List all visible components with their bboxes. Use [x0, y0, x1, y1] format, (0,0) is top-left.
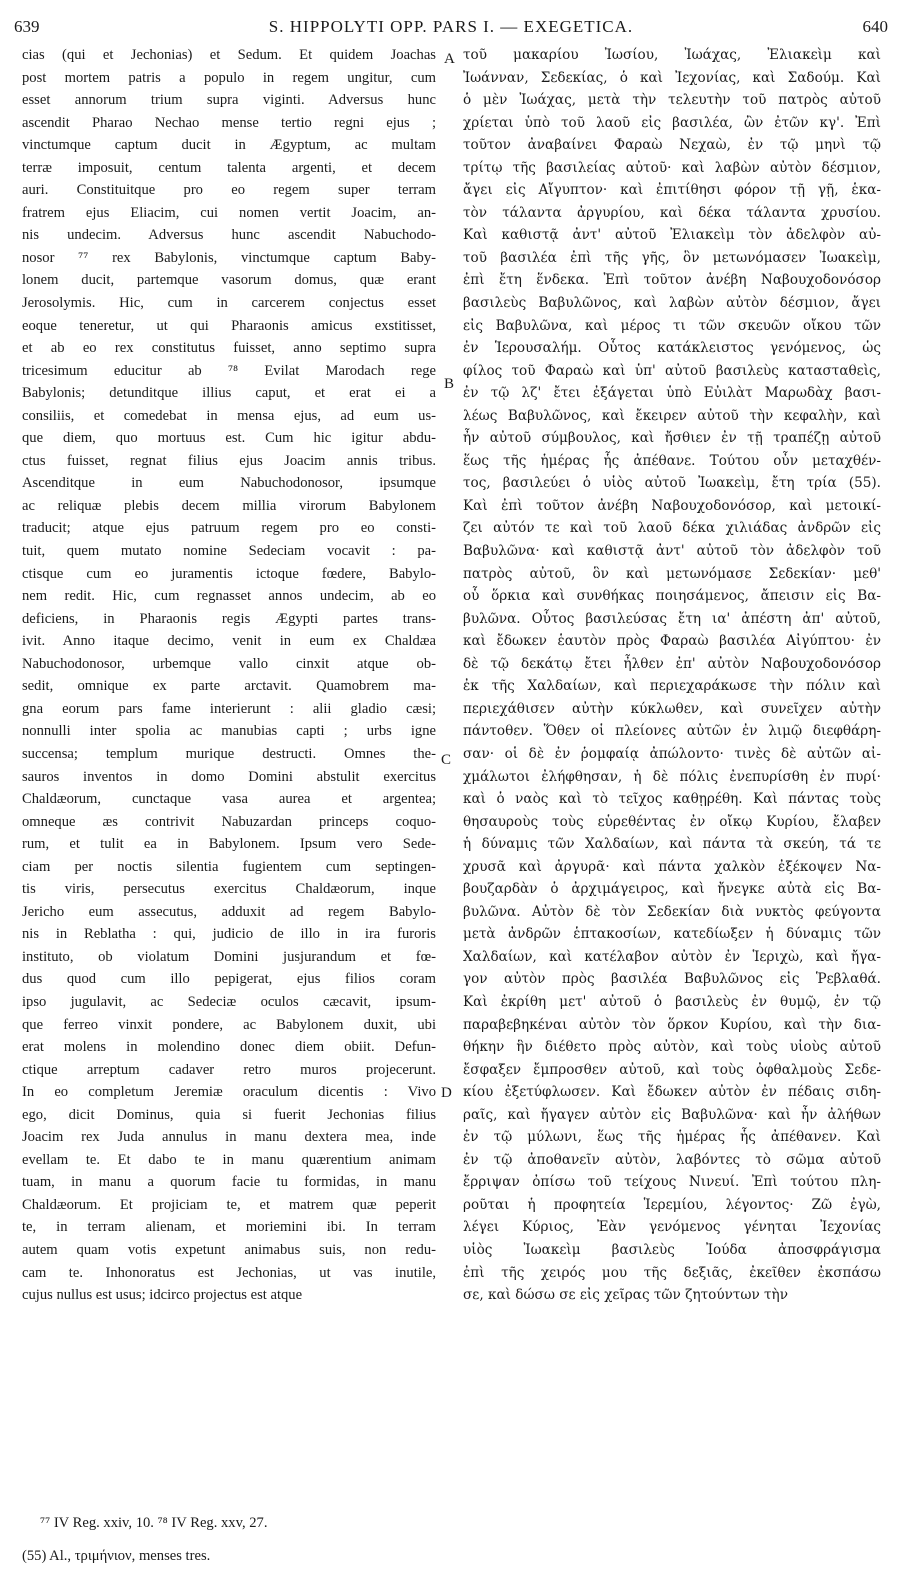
section-marker-b: B [444, 376, 455, 392]
greek-text-line: ἐκ τῆς Χαλδαίων, καὶ περιεχαράκωσε τὴν πόλιν καὶ [463, 678, 881, 695]
latin-text-line: te, in terram alienam, et moriemini ibi. In terram [22, 1219, 436, 1236]
latin-text-line: omneque æs contrivit Nabuzardan princeps coquo- [22, 813, 436, 830]
latin-text-line: Nabuchodonosor, urbemque vallo cinxit atque ob- [22, 655, 436, 672]
greek-text-line: Καὶ ἐκρίθη μετ' αὐτοῦ ὁ βασιλεὺς ἐν θυμῷ, ἐν τῷ [463, 993, 881, 1010]
greek-text-line: βυλῶνα. Οὗτος βασιλεύσας ἔτη ια' ἀπέστη ἀπ' αὐτοῦ, [463, 610, 881, 627]
scripture-footnotes: ⁷⁷ IV Reg. xxiv, 10. ⁷⁸ IV Reg. xxv, 27. [40, 1515, 268, 1531]
latin-text-line: erat molens in molendino donec diem obiit. Defun- [22, 1039, 436, 1056]
latin-text-line: esset annorum trium supra viginti. Adversus hunc [22, 92, 436, 109]
greek-text-line: πατρὸς αὐτοῦ, ὃν καὶ μετωνόμασε Σεδεκίαν· μεθ' [463, 565, 881, 582]
greek-text-line: ἡ δύναμις τῶν Χαλδαίων, καὶ πάντα τὰ σκεύη, τά τε [463, 836, 881, 853]
section-marker-d: D [441, 1085, 452, 1101]
latin-text-line: ascendit Pharao Nechao mense tertio regni ejus ; [22, 114, 436, 131]
greek-text-line: θησαυροὺς τοὺς εὑρεθέντας ἐν οἴκῳ Κυρίου, ἔλαβεν [463, 813, 881, 830]
greek-text-line: ἐπὶ ἔτη ἕνδεκα. Ἐπὶ τοῦτον ἀνέβη Ναβουχοδονόσορ [463, 272, 881, 289]
latin-text-line: tis viris, persecutus exercitus Chaldæorum, inque [22, 881, 436, 898]
latin-text-line: ctus fuisset, regnat filius ejus Joacim annis tribus. [22, 452, 436, 469]
latin-text-line: nem redit. Hic, cum regnasset annos undecim, ab eo [22, 588, 436, 605]
greek-text-line: σε, καὶ δώσω σε εἰς χεῖρας τῶν ζητούντων τὴν [463, 1287, 788, 1304]
greek-text-line: γον αὐτὸν πρὸς βασιλέα Βαβυλῶνος εἰς Ῥεβλαθά. [463, 971, 881, 988]
latin-text-line: que diem, quo mortuus est. Cum hic igitur abdu- [22, 430, 436, 447]
greek-text-line: χρίεται ὑπὸ τοῦ λαοῦ εἰς βασιλέα, ὢν ἐτῶν κγ'. Ἐπὶ [463, 114, 881, 131]
latin-text-line: vinctumque captum ducit in Ægyptum, ac multam [22, 137, 436, 154]
greek-text-line: καὶ ὁ ναὸς καὶ τὸ τεῖχος καθῃρέθη. Καὶ πάντας τοὺς [463, 791, 881, 808]
latin-text-line: et ab eo rex constitutus fuisset, anno septimo supra [22, 340, 436, 357]
greek-text-line: ἐν τῷ ἀποθανεῖν αὐτὸν, λαβόντες τὸ σῶμα αὐτοῦ [463, 1151, 881, 1168]
greek-text-line: θήκην ἣν διέθετο πρὸς αὐτὸν, καὶ τοὺς υἱοὺς αὐτοῦ [463, 1039, 881, 1056]
latin-text-line: sedit, omnique ex parte arctavit. Quamobrem ma- [22, 678, 436, 695]
greek-column [463, 44, 881, 1307]
greek-text-line: λέως Βαβυλῶνος, καὶ ἔκειρεν αὐτοῦ τὴν κεφαλὴν, καὶ [463, 407, 881, 424]
latin-text-line: cias (qui et Jechonias) et Sedum. Et quidem Joachas [22, 47, 436, 63]
greek-text-line: λέγει Κύριος, Ἐὰν γενόμενος γένηται Ἰεχονίας [463, 1219, 881, 1236]
latin-text-line: gna eorum pars fame interierunt : alii gladio cæsi; [22, 700, 436, 717]
greek-text-line: ἐπὶ τῆς χειρός μου τῆς δεξιᾶς, ἐκεῖθεν ἐκσπάσω [463, 1264, 881, 1281]
greek-text-line: ὁ μὲν Ἰωάχας, μετὰ τὴν τελευτὴν τοῦ πατρὸς αὐτοῦ [463, 92, 881, 109]
greek-text-line: βασιλεὺς Βαβυλῶνος, καὶ λαβὼν αὐτὸν δέσμιον, ἄγει [463, 295, 881, 312]
latin-text-line: tuit, quem mutato nomine Sedeciam vocavit : pa- [22, 543, 436, 560]
latin-text-line: dus quod cum illo pepigerat, ejus filios coram [22, 971, 436, 988]
page-number-left: 639 [14, 17, 40, 36]
greek-text-line: τος, βασιλεύει ὁ υἱὸς αὐτοῦ Ἰωακεὶμ, ἔτη τρία (55). [463, 475, 881, 492]
latin-text-line: terræ imposuit, centum talenta argenti, et decem [22, 159, 436, 176]
latin-text-line: ctique arreptum cadaver retro muros projecerunt. [22, 1061, 436, 1078]
latin-text-line: ctisque cum eo juramentis ictoque fœdere, Babylo- [22, 565, 436, 582]
greek-text-line: ἦν αὐτοῦ σύμβουλος, καὶ ἤσθιεν ἐν τῇ τραπέζῃ αὐτοῦ [463, 430, 881, 447]
greek-text-line: Καὶ ἐπὶ τοῦτον ἀνέβη Ναβουχοδονόσορ, καὶ μετοικί- [463, 497, 881, 514]
latin-text-line: cam te. Inhonoratus est Jechonias, ut vas inutile, [22, 1264, 436, 1281]
latin-text-line: nis in Reblatha : qui, judicio de illo in ira furoris [22, 926, 436, 943]
greek-text-line: Χαλδαίων, καὶ κατέλαβον αὐτὸν ἐν Ἱεριχὼ, καὶ ἤγα- [463, 948, 881, 965]
latin-text-line: tuam, in manu a quorum facie tu formidas, in manu [22, 1174, 436, 1191]
greek-text-line: Καὶ καθιστᾷ ἀντ' αὐτοῦ Ἐλιακεὶμ τὸν ἀδελφὸν αὐ- [463, 227, 881, 244]
page-number-right: 640 [862, 17, 888, 36]
latin-text-line: ego, dicit Dominus, quia si fuerit Jechonias filius [22, 1106, 436, 1123]
latin-text-line: Babylonis; detunditque illius caput, et erat ei a [22, 385, 436, 402]
latin-text-line: Joacim rex Juda annulus in manu dextera mea, inde [22, 1129, 436, 1146]
latin-text-line: nonnulli inter spolia ac manubias capti ; urbs igne [22, 723, 436, 740]
latin-text-line: autem quam votis expetunt animabus suis, non redu- [22, 1241, 436, 1258]
greek-text-line: Βαβυλῶνα· καὶ καθιστᾷ ἀντ' αὐτοῦ τὸν ἀδελφὸν τοῦ [463, 543, 881, 560]
latin-text-line: Jericho eum assecutus, adduxit ad regem Babylo- [22, 903, 436, 920]
running-header [14, 14, 888, 40]
greek-text-line: πάντοθεν. Ὅθεν οἱ πλείονες αὐτῶν ἐν λιμῷ διεφθάρη- [463, 723, 881, 740]
latin-text-line: Chaldæorum. Et projiciam te, et matrem quæ peperit [22, 1196, 436, 1213]
greek-text-line: περιεχάθισεν αὐτὴν κύκλωθεν, καὶ συνεῖχεν αὐτὴν [463, 700, 881, 717]
greek-text-line: τοῦτον ἀναβαίνει Φαραὼ Νεχαὼ, ἐν τῷ μηνὶ τῷ [463, 137, 881, 154]
greek-text-line: οὗ ὅρκια καὶ συνθήκας ποιησάμενος, ἄπεισιν εἰς Βα- [463, 588, 881, 605]
latin-text-line: sauros inventos in domo Domini abstulit exercitus [22, 768, 436, 785]
greek-text-line: χμάλωτοι ἐλήφθησαν, ἡ δὲ πόλις ἐνεπυρίσθη ἐν πυρί· [463, 768, 881, 785]
latin-text-line: nosor ⁷⁷ rex Babylonis, vinctumque captum Baby- [22, 249, 436, 266]
greek-text-line: ἕως τῆς ἡμέρας ἧς ἀπέθανε. Τούτου οὖν μεταχθέν- [463, 452, 881, 469]
section-marker-a: A [444, 51, 455, 67]
latin-text-line: Ascenditque in eum Nabuchodonosor, ipsumque [22, 475, 436, 492]
greek-text-line: ζει αὐτόν τε καὶ τοῦ λαοῦ δέκα χιλιάδας ἀνδρῶν εἰς [463, 520, 881, 537]
latin-text-line: lonem ducit, partemque vasorum domus, quæ erant [22, 272, 436, 289]
latin-text-line: evellam te. Et dabo te in manu quærentium animam [22, 1151, 436, 1168]
latin-text-line: ciam per noctis silentia fugientem cum septingen- [22, 858, 436, 875]
latin-text-line: ivit. Anno itaque decimo, venit in eum ex Chaldæa [22, 633, 436, 650]
latin-text-line: ipso jugulavit, ac Sedeciæ oculos cæcavit, ipsum- [22, 993, 436, 1010]
section-marker-c: C [441, 752, 452, 768]
latin-text-line: consiliis, et comedebat in mensa ejus, ad eum us- [22, 407, 436, 424]
latin-text-line: cujus nullus est usus; idcirco projectus est atque [22, 1287, 303, 1304]
latin-text-line: post mortem patris a populo in regem ungitur, cum [22, 69, 436, 86]
greek-text-line: ροῦται ἡ προφητεία Ἱερεμίου, λέγοντος· Ζῶ ἐγὼ, [463, 1196, 881, 1213]
latin-text-line: ac reliquæ plebis decem millia virorum Babylonem [22, 497, 436, 514]
latin-text-line: Jerosolymis. Hic, cum in carcerem conjectus esset [22, 295, 436, 312]
greek-text-line: τοῦ βασιλέα ἐπὶ τῆς γῆς, ὃν μετωνόμασεν Ἰωακεὶμ, [463, 249, 881, 266]
running-title: S. HIPPOLYTI OPP. PARS I. — EXEGETICA. [268, 17, 634, 36]
greek-text-line: παραβεβηκέναι αὐτὸν τὸν ὅρκον Κυρίου, καὶ τὴν δια- [463, 1016, 881, 1033]
latin-text-line: deficiens, in Pharaonis regis Ægypti partes trans- [22, 610, 436, 627]
latin-text-line: succensa; templum murique destructi. Omnes the- [22, 745, 436, 762]
latin-text-line: eoque teneretur, ut qui Pharaonis amicus exstitisset, [22, 317, 436, 334]
greek-text-line: χρυσᾶ καὶ ἀργυρᾶ· καὶ πάντα χαλκὸν ἐξέκοψεν Να- [463, 858, 881, 875]
latin-text-line: instituto, ob violatum Domini jusjurandum et fœ- [22, 948, 436, 965]
greek-text-line: ἔρριψαν ὀπίσω τοῦ τείχους Νινευί. Ἐπὶ τούτου πλη- [463, 1174, 881, 1191]
greek-text-line: καὶ ἔδωκεν ἑαυτὸν πρὸς Φαραὼ βασιλέα Αἰγύπτου· ἐν [463, 633, 881, 650]
latin-text-line: auri. Constituitque pro eo regem super terram [22, 182, 436, 199]
greek-text-line: ἔσφαξεν ἔμπροσθεν αὐτοῦ, καὶ τοὺς ὀφθαλμοὺς Σεδε- [463, 1061, 881, 1078]
latin-column [22, 44, 436, 1307]
latin-text-line: traducit; atque ejus patruum regem pro eo consti- [22, 520, 436, 537]
greek-text-line: Ἰωάνναν, Σεδεκίας, ὁ καὶ Ἰεχονίας, καὶ Σαδούμ. Καὶ [463, 69, 881, 86]
greek-text-line: υἱὸς Ἰωακεὶμ βασιλεὺς Ἰούδα ἀποσφράγισμα [463, 1241, 881, 1258]
greek-text-line: εἰς Βαβυλῶνα, καὶ μέρος τι τῶν σκευῶν οἴκου τῶν [463, 317, 881, 334]
greek-text-line: ραῖς, καὶ ἤγαγεν αὐτὸν εἰς Βαβυλῶνα· καὶ ἦν ἀλήθων [463, 1106, 881, 1123]
greek-text-line: ἄγει εἰς Αἴγυπτον· καὶ ἐπιτίθησι φόρον τῇ γῇ, ἑκα- [463, 182, 881, 199]
greek-text-line: μετὰ ἀνδρῶν ἑπτακοσίων, κατεδίωξεν ἡ δύναμις τῶν [463, 926, 881, 943]
greek-text-line: ἐν Ἱερουσαλήμ. Οὗτος κατάκλειστος γενόμενος, ὡς [463, 340, 881, 357]
greek-text-line: κίου ἐξετύφλωσεν. Καὶ ἔδωκεν αὐτὸν ἐν πέδαις σιδη- [463, 1084, 881, 1101]
latin-text-line: rum, et tulit ea in Babylonem. Ipsum vero Sede- [22, 836, 436, 853]
greek-text-line: σαν· οἱ δὲ ἐν ῥομφαίᾳ ἀπώλοντο· τινὲς δὲ αὐτῶν αἰ- [463, 745, 881, 762]
greek-text-line: τρίτῳ τῆς βασιλείας αὐτοῦ· καὶ λαβὼν αὐτὸν δέσμιον, [463, 159, 881, 176]
latin-text-line: Chaldæorum, cunctaque vasa aurea et argentea; [22, 791, 436, 808]
latin-text-line: In eo completum Jeremiæ oraculum dicentis : Vivo [22, 1084, 436, 1101]
latin-text-line: que ferreo vinxit pondere, ac Babylonem duxit, ubi [22, 1016, 436, 1033]
greek-text-line: ἐν τῷ μύλωνι, ἕως τῆς ἡμέρας ἧς ἀπέθανεν. Καὶ [463, 1129, 881, 1146]
latin-text-line: nis undecim. Adversus hunc ascendit Nabuchodo- [22, 227, 436, 244]
greek-text-line: δὲ τῷ δεκάτῳ ἔτει ἦλθεν ἐπ' αὐτὸν Ναβουχοδονόσορ [463, 655, 881, 672]
greek-text-line: ἐν τῷ λζ' ἔτει ἐξάγεται ὑπὸ Εὐιλὰτ Μαρωδὰχ βασι- [463, 385, 881, 402]
latin-text-line: tricesimum educitur ab ⁷⁸ Evilat Marodach rege [22, 362, 436, 379]
greek-text-line: φίλος τοῦ Φαραὼ καὶ ὑπ' αὐτοῦ βασιλεὺς κατασταθεὶς, [463, 362, 881, 379]
greek-text-line: τοῦ μακαρίου Ἰωσίου, Ἰωάχας, Ἐλιακεὶμ καὶ [463, 47, 881, 63]
greek-text-line: βυλῶνα. Αὐτὸν δὲ τὸν Σεδεκίαν διὰ νυκτὸς φεύγοντα [463, 903, 881, 920]
variant-footnote: (55) Al., τριμήνιον, menses tres. [22, 1548, 211, 1564]
greek-text-line: βουζαρδὰν ὁ ἀρχιμάγειρος, καὶ ἤνεγκε αὐτὰ εἰς Βα- [463, 881, 881, 898]
latin-text-line: fratrem ejus Eliacim, cui nomen vertit Joacim, an- [22, 204, 436, 221]
greek-text-line: τὸν τάλαντα ἀργυρίου, καὶ δέκα τάλαντα χρυσίου. [463, 204, 881, 221]
